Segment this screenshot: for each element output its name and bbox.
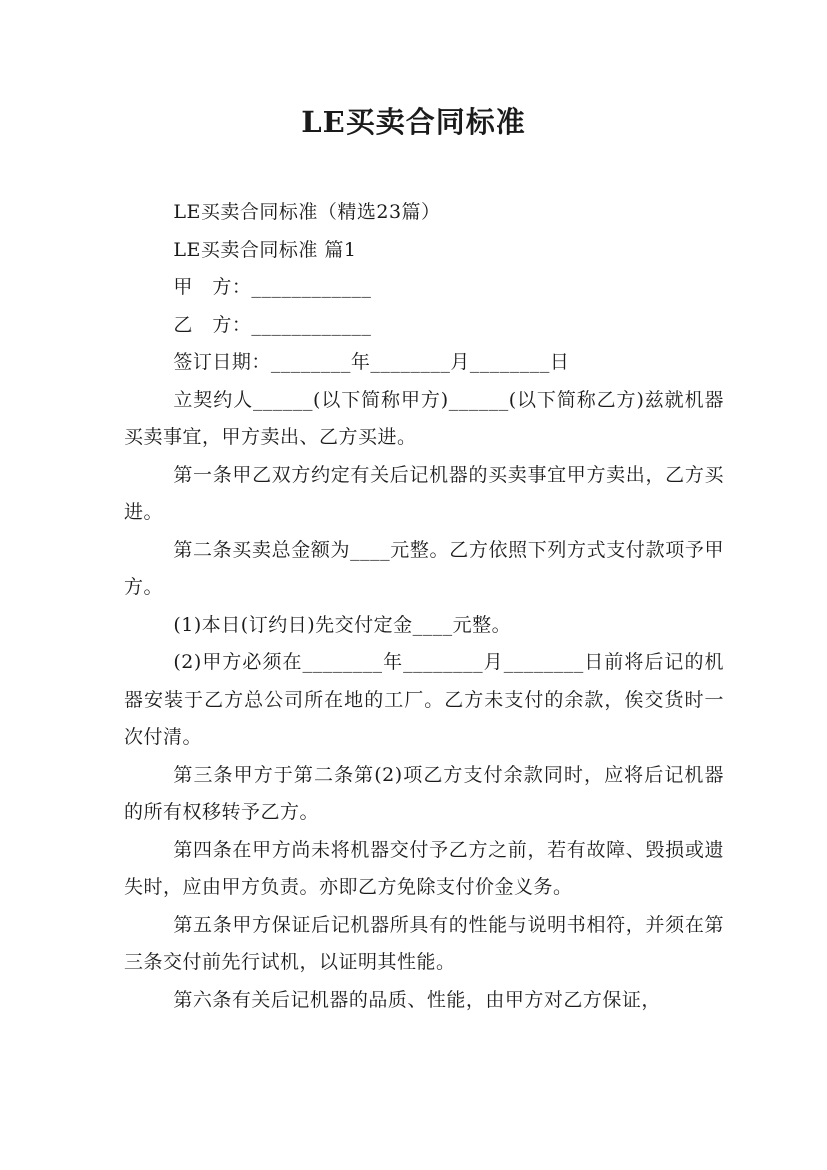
clause-6: 第六条有关后记机器的品质、性能，由甲方对乙方保证， [173,988,661,1011]
clause-3: 第三条甲方于第二条第(2)项乙方支付余款同时，应将后记机器的所有权移转予乙方。 [124,763,724,823]
clause-4: 第四条在甲方尚未将机器交付予乙方之前，若有故障、毁损或遗失时，应由甲方负责。亦即乙方免除支付价金义务。 [124,838,724,898]
sign-date-line: 签订日期：________年________月________日 [173,351,570,373]
clause-2: 第二条买卖总金额为____元整。乙方依照下列方式支付款项予甲方。 [124,538,724,598]
section-heading: LE买卖合同标准 篇1 [173,238,357,261]
clause-2-item-1: (1)本日(订约日)先交付定金____元整。 [173,613,512,636]
clause-1: 第一条甲乙双方约定有关后记机器的买卖事宜甲方卖出，乙方买进。 [124,463,724,523]
document-title: LE买卖合同标准 [301,105,526,139]
document-body [124,194,724,1019]
clause-5: 第五条甲方保证后记机器所具有的性能与说明书相符，并须在第三条交付前先行试机，以证明其性能。 [124,913,724,973]
subtitle-line: LE买卖合同标准（精选23篇） [173,201,441,223]
party-b-line: 乙 方：____________ [173,313,372,336]
party-a-line: 甲 方：____________ [173,276,372,298]
clause-2-item-2: (2)甲方必须在________年________月________日前将后记的机器安装于乙方总公司所在地的工厂。乙方未支付的余款，俟交货时一次付清。 [124,651,724,748]
contract-paragraph: 立契约人______(以下简称甲方)______(以下简称乙方)兹就机器买卖事宜，甲方卖出、乙方买进。 [124,388,724,448]
